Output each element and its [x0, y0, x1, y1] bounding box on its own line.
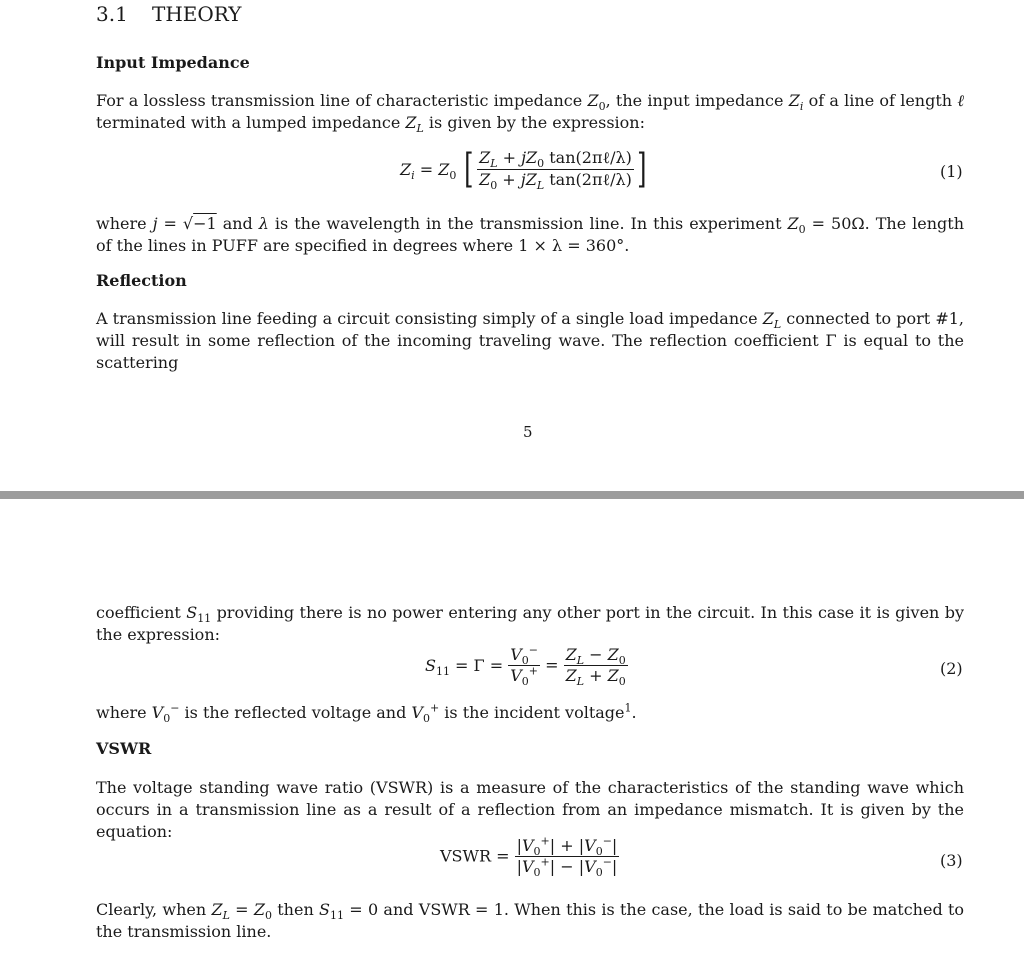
page-bottom — [0, 499, 1024, 974]
equation-2-number: (2) — [940, 659, 963, 678]
conclusion-paragraph: Clearly, when $Z_L = Z_0$ then $S_{11} = 0$ and VSWR = 1. When this is the case, the load is said to be matched to the transmission line. — [96, 900, 965, 941]
section-heading — [96, 2, 241, 26]
input-impedance-paragraph: For a lossless transmission line of characteristic impedance $Z_0$, the input impedance $Z_i$ of a line of length ℓ terminated with a lumped impedance $Z_L$ is given by the expression: — [96, 91, 964, 136]
section-number: 3.1 — [96, 2, 128, 26]
vswr-paragraph: The voltage standing wave ratio (VSWR) is a measure of the characteristics of the standing wave which occurs in a transmission line as a result of a reflection from an impedance mismatch. It is given by the equation: — [96, 778, 964, 841]
reflection-heading: Reflection — [96, 271, 187, 290]
section-title: THEORY — [152, 2, 242, 26]
equation-3-number: (3) — [940, 851, 963, 870]
page-separator — [0, 491, 1024, 499]
reflection-paragraph: A transmission line feeding a circuit consisting simply of a single load impedance $Z_L$ connected to port #1, will result in some reflection of the incoming traveling wave. The reflection coefficient Γ is equal to the scattering — [96, 309, 964, 372]
equation-1-number: (1) — [940, 162, 963, 181]
input-impedance-heading: Input Impedance — [96, 53, 250, 72]
equation-1: $Z_i = Z_0$ [ $\frac{Z_L + jZ_0 \tan(2\pi\ell/\lambda)}{Z_0 + jZ_L \tan(2\pi\ell/\lambda)}$ ] — [400, 146, 647, 193]
after-equation-2-paragraph: where $V_0^-$ is the reflected voltage and $V_0^+$ is the incident voltage$^1$. — [96, 701, 637, 726]
equation-3: VSWR = $\frac{|V_0^+| + |V_0^-|}{|V_0^+| - |V_0^-|}$ — [440, 834, 618, 880]
continuation-paragraph: coefficient $S_{11}$ providing there is no power entering any other port in the circuit. In this case it is given by the expression: — [96, 603, 964, 644]
page-number: 5 — [523, 423, 533, 441]
after-equation-1-paragraph: where j = √−1 and λ is the wavelength in the transmission line. In this experiment $Z_0 = 50\Omega$. The length of the lines in PUFF are specified in degrees where 1 × λ = 360°. — [96, 214, 965, 255]
footnote-marker[interactable]: 1 — [624, 701, 632, 715]
equation-2: $S_{11} = \Gamma$ = $\frac{V_0^-}{V_0^+}$ = $\frac{Z_L - Z_0}{Z_L + Z_0}$ — [425, 643, 626, 689]
vswr-heading: VSWR — [96, 739, 152, 758]
